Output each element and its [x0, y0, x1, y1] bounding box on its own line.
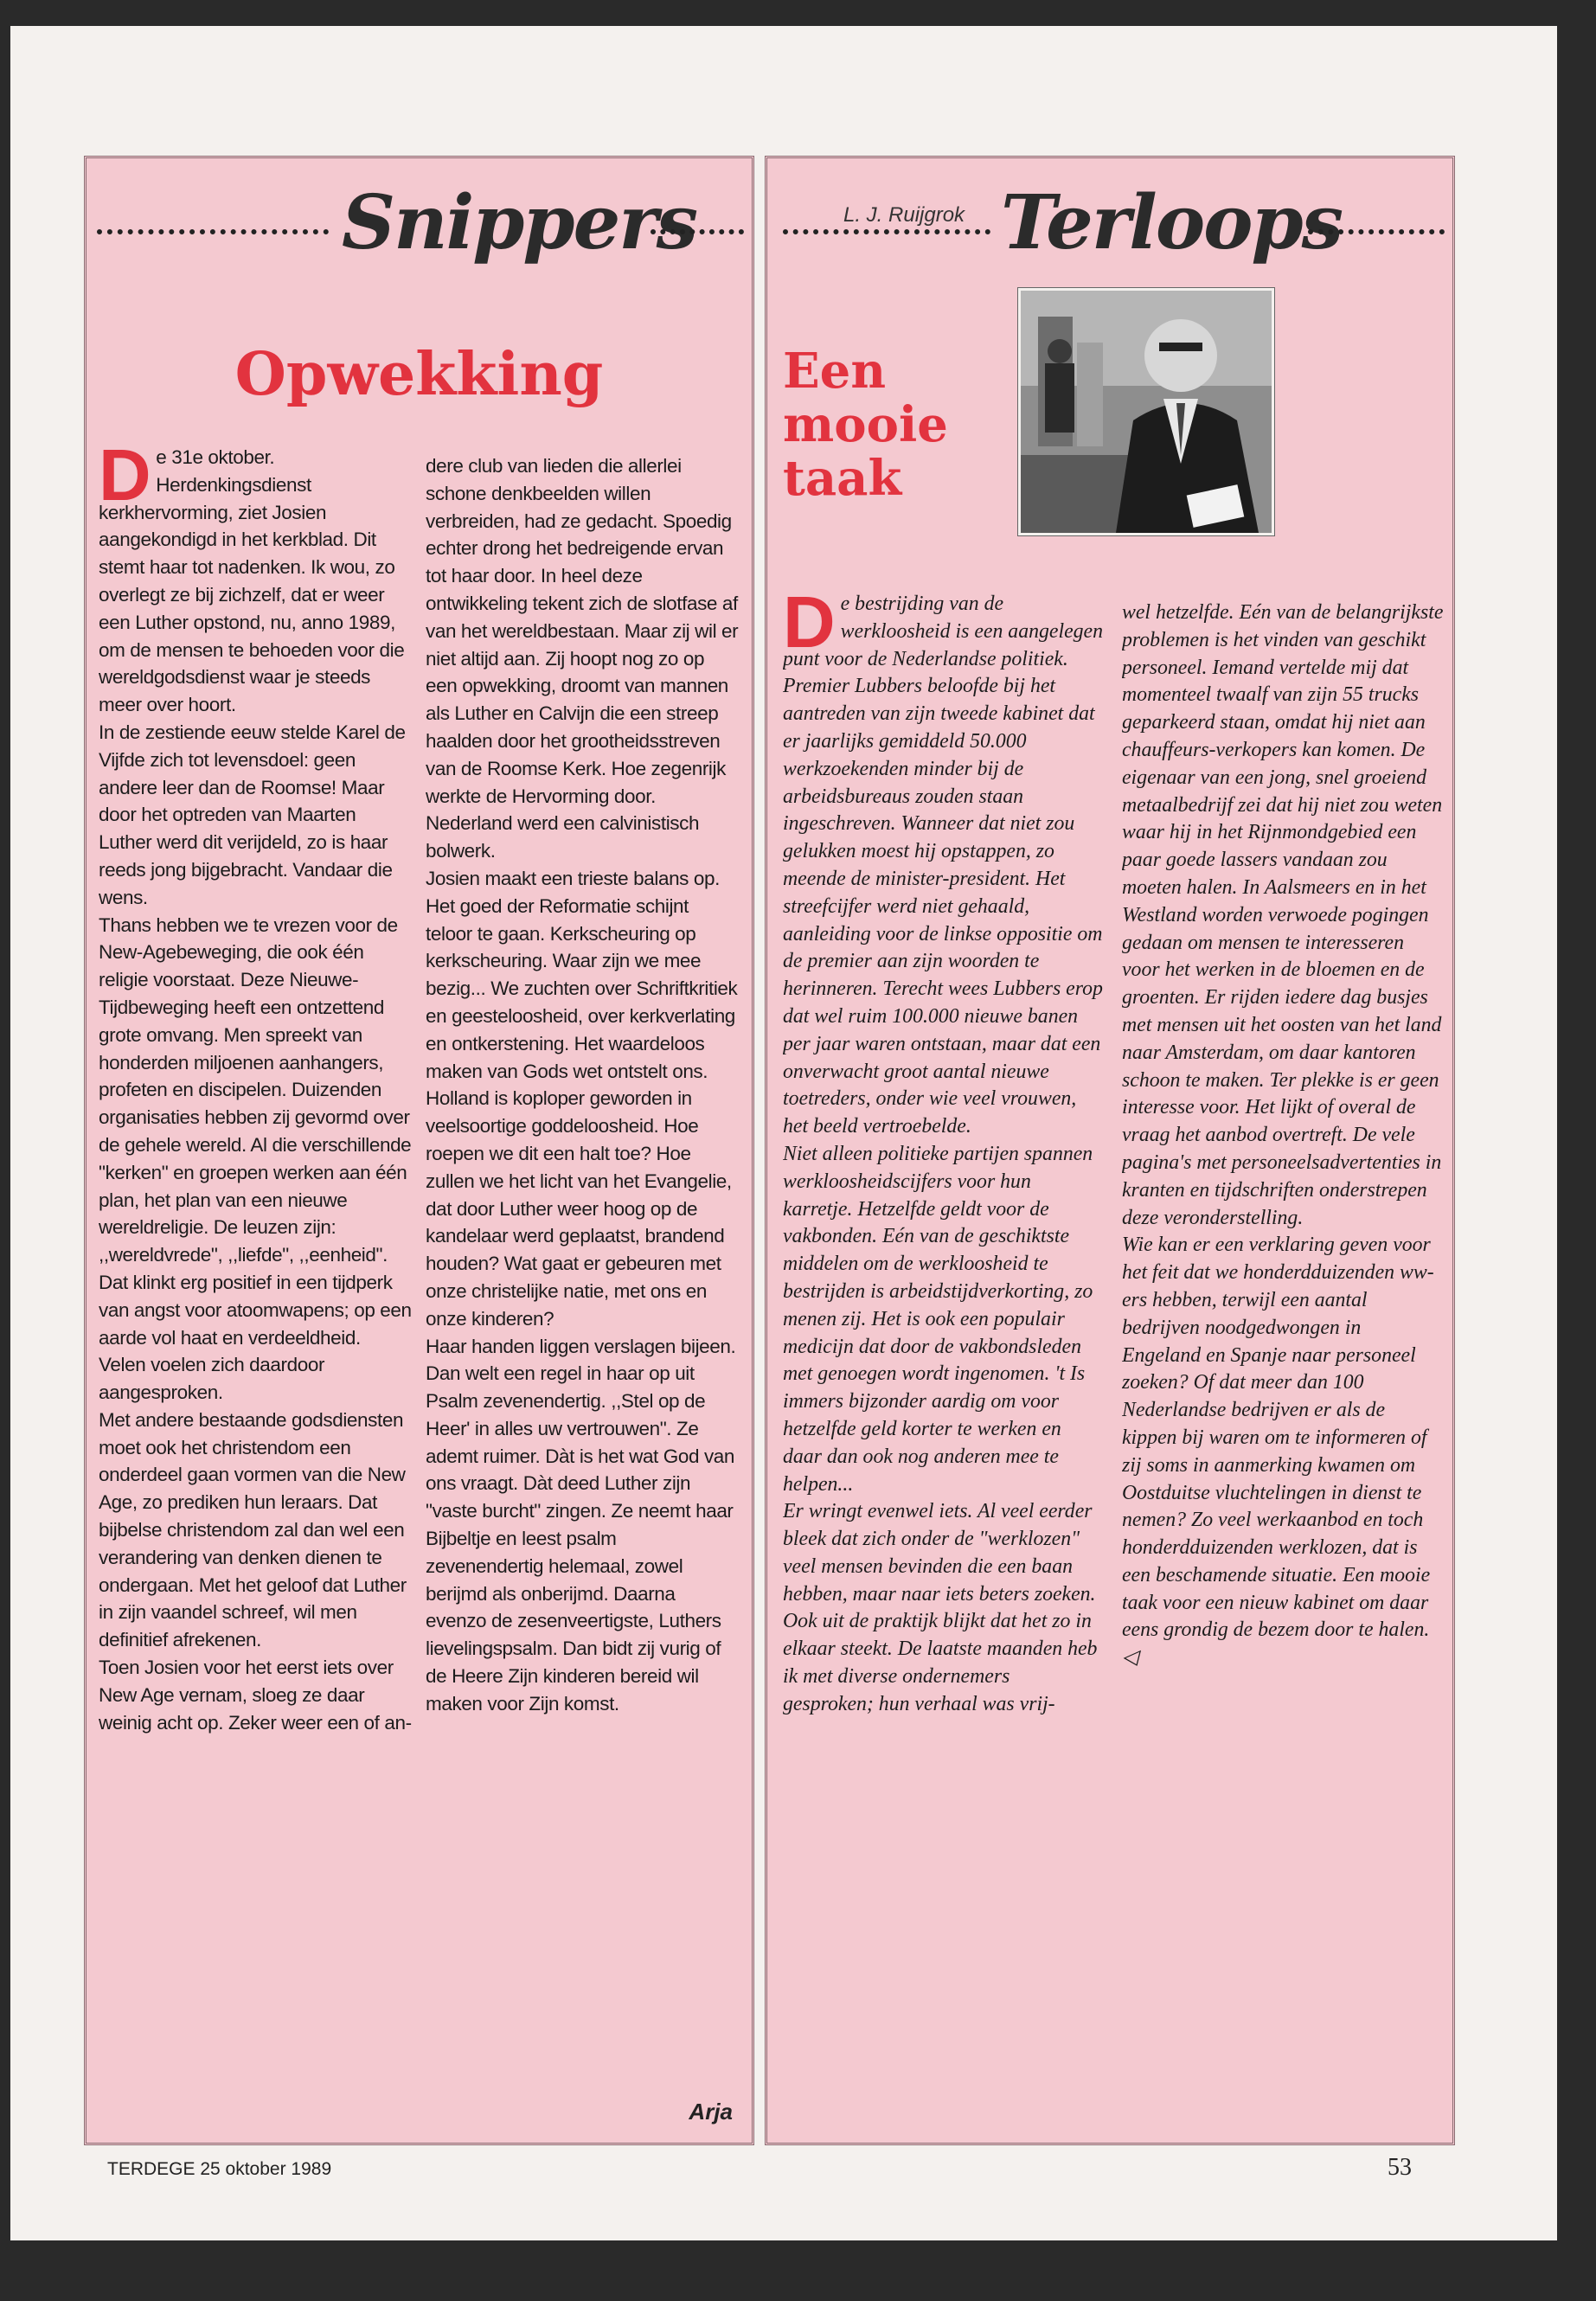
drop-cap: D: [99, 444, 151, 516]
paragraph: Thans hebben we te vrezen voor de New-Agebeweging, die ook één religie voorstaat. Deze Nieuwe-Tijdbeweging heeft een ontzettend grote omvang. Men spreekt van honderden miljoenen aanhangers, profeten en discipelen. Duizenden organisaties hebben zij gevormd over de gehele wereld. Al die verschillende "kerken" en groepen werken aan één plan, het plan van een nieuwe wereldreligie. De leuzen zijn: ,,wereldvrede", ,,liefde", ,,eenheid".: [99, 913, 412, 1266]
portrait-photo-icon: [1018, 288, 1274, 535]
author-name: L. J. Ruijgrok: [843, 203, 965, 227]
first-paragraph-text: e bestrijding van de werkloosheid is een aangelegen punt voor de Nederlandse politiek. Premier Lubbers beloofde bij het aantreden van zijn tweede kabinet dat er jaarlijks gemiddeld 50.000 werkzoekenden minder bij de arbeidsbureaus zouden staan ingeschreven. Wanneer dat niet zou gelukken moest hij opstappen, zo meende de minister-president. Het streefcijfer werd niet gehaald, aanleiding voor de linkse oppositie om de premier aan zijn woorden te herinneren. Terecht wees Lubbers erop dat wel ruim 100.000 nieuwe banen per jaar waren ontstaan, maar dat een onverwacht groot aantal nieuwe toetreders, onder wie veel vrouwen, het beeld vertroebelde.: [783, 593, 1104, 1138]
terloops-header: [767, 174, 1452, 278]
paragraph: Met andere bestaande godsdiensten moet ook het christendom een onderdeel gaan vormen van die New Age, zo prediken hun leraars. Dat bijbelse christendom zal dan wel een verandering van denken dienen te ondergaan. Met het geloof dat Luther in zijn vaandel schreef, wil men definitief afrekenen.: [99, 1408, 407, 1651]
paragraph: dere club van lieden die allerlei schone denkbeelden willen verbreiden, had ze gedacht. Spoedig echter drong het bedreigende ervan tot haar door. In heel deze ontwikkeling tekent zich de slotfase af van het wereldbestaan. Maar zij wil er niet altijd aan. Zij hoopt nog zo op een opwekking, droomt van mannen als Luther en Calvijn die een streep haalden door het grootheidsstreven van de Roomse Kerk. Hoe zegenrijk werkte de Hervorming door. Nederland werd een calvinistisch bolwerk.: [426, 455, 739, 862]
end-mark-icon: ◁: [1122, 1646, 1138, 1670]
dotted-rule-left: [97, 229, 329, 240]
dotted-rule-left: [783, 229, 990, 240]
terloops-first-paragraph: [783, 591, 1105, 1141]
dotted-rule-right: [1308, 229, 1445, 240]
first-paragraph-text: e 31e oktober. Herdenkingsdienst kerkhervorming, ziet Josien aangekondigd in het kerkblad. Dit stemt haar tot nadenken. Ik wou, zo overlegt ze bij zichzelf, dat er weer een Luther opstond, nu, anno 1989, om de mensen te behoeden voor die wereldgodsdienst waar je steeds meer over hoort.: [99, 446, 405, 716]
snippers-first-paragraph: [99, 444, 412, 719]
terloops-section: [765, 156, 1455, 2145]
dotted-rule-right: [651, 229, 744, 240]
terloops-brand: Terloops: [1001, 179, 1343, 266]
snippers-brand: Snippers: [342, 179, 697, 266]
paragraph: [1122, 1232, 1444, 1672]
author-signature: Arja: [689, 2099, 733, 2125]
terloops-column-2: [1122, 599, 1444, 2131]
publication-footer: TERDEGE 25 oktober 1989: [107, 2159, 332, 2179]
paragraph: Dat klinkt erg positief in een tijdperk van angst voor atoomwapens; op een aarde vol haat en verdeeldheid. Velen voelen zich daardoor aangesproken.: [99, 1271, 412, 1404]
paragraph: Niet alleen politieke partijen spannen werkloosheidscijfers voor hun karretje. Hetzelfde geldt voor de vakbonden. Eén van de geschiktste middelen om de werkloosheid te bestrijden is arbeidstijdverkorting, zo menen zij. Het is ook een populair medicijn dat door de vakbondsleden met genoegen wordt ingenomen. 't Is immers bijzonder aardig om voor hetzelfde geld korter te werken en daar dan ook nog anderen mee te helpen...: [783, 1142, 1093, 1496]
snippers-column-2: [426, 452, 739, 2096]
page-number: 53: [1388, 2154, 1412, 2181]
magazine-page: [10, 26, 1557, 2240]
paragraph: Toen Josien voor het eerst iets over New Age vernam, sloeg ze daar weinig acht op. Zeker weer een of an-: [99, 1657, 412, 1734]
paragraph: In de zestiende eeuw stelde Karel de Vijfde zich tot levensdoel: geen andere leer dan de Roomse! Maar door het optreden van Maarten Luther werd dit verijdeld, zo is haar reeds jong bijgebracht. Vandaar die wens.: [99, 721, 406, 908]
paragraph: Er wringt evenwel iets. Al veel eerder bleek dat zich onder de "werklozen" veel mensen bevinden die een baan hebben, maar naar iets beters zoeken. Ook uit de praktijk blijkt dat het zo in elkaar steekt. De laatste maanden heb ik met diverse ondernemers gesproken; hun verhaal was vrij-: [783, 1500, 1098, 1715]
terloops-headline: Een mooie taak: [783, 343, 948, 507]
portrait-photo-icon: [1021, 291, 1272, 533]
paragraph: Haar handen liggen verslagen bijeen. Dan welt een regel in haar op uit Psalm zevenendertig. ,,Stel op de Heer' in alles uw vertrouwen". Ze ademt ruimer. Dàt is het wat God van ons vraagt. Dàt deed Luther zijn "vaste burcht" zingen. Ze neemt haar Bijbeltje en leest psalm zevenendertig helemaal, zowel berijmd als onberijmd. Daarna evenzo de zesenveertigste, Luthers lievelingspsalm. Dan bidt zij vurig of de Heere Zijn kinderen bereid wil maken voor Zijn komst.: [426, 1335, 736, 1715]
snippers-column-1: [99, 444, 412, 2131]
snippers-headline: Opwekking: [234, 340, 604, 409]
paragraph: Josien maakt een trieste balans op. Het goed der Reformatie schijnt teloor te gaan. Kerkscheuring op kerkscheuring. Waar zijn we mee bezig... We zuchten over Schriftkritiek en geesteloosheid, over kerkverlating en ontkerstening. Het waardeloos maken van Gods wet ontstelt ons. Holland is koploper geworden in veelsoortige goddeloosheid. Hoe roepen we dit een halt toe? Hoe zullen we het licht van het Evangelie, dat door Luther weer hoog op de kandelaar werd geplaatst, brandend houden? Wat gaat er gebeuren met onze christelijke natie, met ons en onze kinderen?: [426, 867, 738, 1330]
snippers-header: [87, 174, 752, 278]
paragraph: wel hetzelfde. Eén van de belangrijkste problemen is het vinden van geschikt personeel. Iemand vertelde mij dat momenteel twaalf van zijn 55 trucks geparkeerd staan, omdat hij niet aan chauffeurs-verkopers kan komen. De eigenaar van een jong, snel groeiend metaalbedrijf zei dat hij niet zou weten waar hij in het Rijnmondgebied een paar goede lassers vandaan zou moeten halen. In Aalsmeers en in het Westland worden verwoede pogingen gedaan om mensen te interesseren voor het werken in de bloemen en de groenten. Er rijden iedere dag busjes met mensen uit het oosten van het land naar Amsterdam, om daar kantoren schoon te maken. Ter plekke is er geen interesse voor. Het lijkt of overal de vraag het aanbod overtreft. De vele pagina's met personeelsadvertenties in kranten en tijdschriften onderstrepen deze veronderstelling.: [1122, 601, 1444, 1229]
snippers-section: [84, 156, 754, 2145]
drop-cap: D: [783, 591, 836, 663]
paragraph-text: Wie kan er een verklaring geven voor het feit dat we honderdduizenden ww-ers hebben, terwijl een aantal bedrijven noodgedwongen in Engeland en Spanje naar personeel zoeken? Of dat meer dan 100 Nederlandse bedrijven er als de kippen bij waren om te informeren of zij soms in aanmerking kwamen om Oostduitse vluchtelingen in dienst te nemen? Zo veel werkaanbod en toch honderdduizenden werklozen, dat is een beschamende situatie. Een mooie taak voor een nieuw kabinet om daar eens grondig de bezem door te halen.: [1122, 1234, 1434, 1642]
terloops-column-1: [783, 591, 1105, 2122]
